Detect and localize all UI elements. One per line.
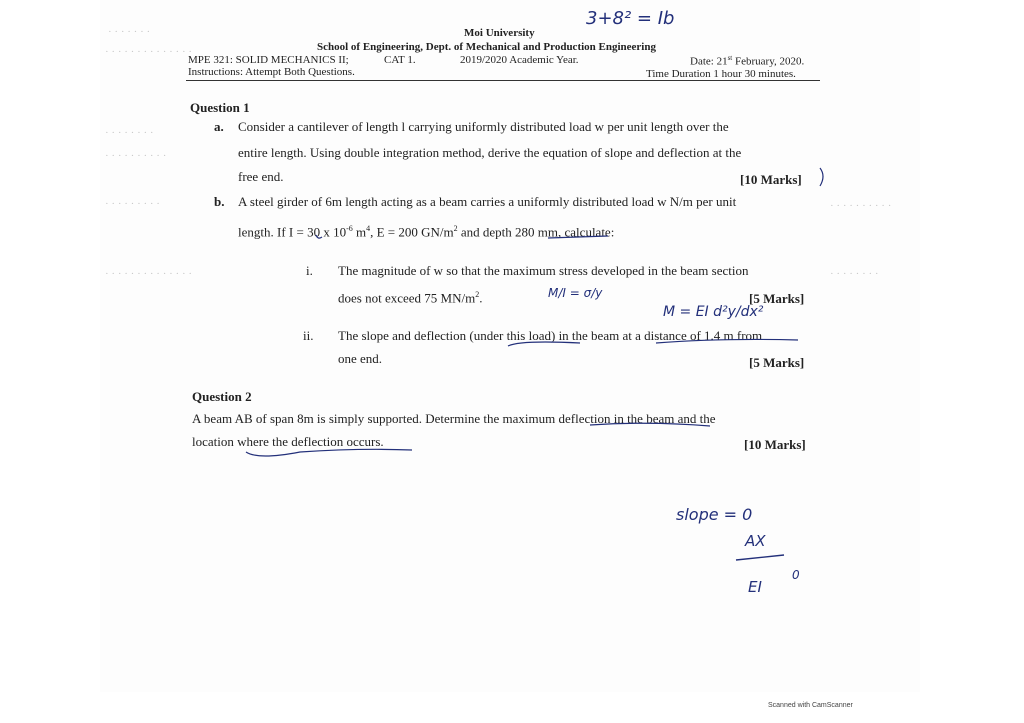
handwritten-top-note: 3+8² = Ib (586, 8, 675, 29)
handwritten-denominator: EI (748, 578, 762, 596)
handwritten-slope: slope = 0 (676, 505, 753, 524)
q1b-ii-line-1: The slope and deflection (under this load) in the beam at a distance of 1.4 m from (338, 328, 763, 343)
q1b-line-2: length. If I = 30 x $10^{-6}$ $m^4$, E = 200 $GN/m^2$ and depth 280 mm, calculate: (238, 224, 615, 240)
q1a-line-3: free end. (238, 169, 284, 184)
exam-date: Date: 21st February, 2020. (690, 54, 805, 68)
q1b-label: b. (214, 194, 225, 209)
handwritten-moment-eq: M = EI d²y/dx² (663, 304, 764, 320)
q1b-ii-marks: [5 Marks] (749, 355, 805, 370)
q1b-i-line-2: does not exceed 75 $MN/m^2$. (338, 290, 483, 306)
q1b-i-label: i. (306, 263, 313, 278)
question-2-title: Question 2 (192, 389, 252, 404)
question-1-title: Question 1 (190, 100, 250, 115)
instructions: Instructions: Attempt Both Questions. (188, 66, 355, 78)
q1b-i-marks: [5 Marks] (749, 291, 805, 306)
q1a-marks: [10 Marks] (740, 172, 802, 187)
q1b-line-1: A steel girder of 6m length acting as a beam carries a uniformly distributed load w N/m per unit (238, 194, 737, 209)
university-name: Moi University (464, 27, 535, 39)
q2-line-1: A beam AB of span 8m is simply supported. Determine the maximum deflection in the beam and the (192, 411, 716, 426)
q2-marks: [10 Marks] (744, 437, 806, 452)
q1b-ii-line-2: one end. (338, 351, 383, 366)
q1b-ii-label: ii. (303, 328, 314, 343)
q1a-line-1: Consider a cantilever of length l carrying uniformly distributed load w per unit length over the (238, 119, 729, 134)
course-code: MPE 321: SOLID MECHANICS II; (188, 54, 349, 66)
q2-line-2: location where the deflection occurs. (192, 434, 384, 449)
q1a-line-2: entire length. Using double integration method, derive the equation of slope and deflection at the (238, 145, 742, 160)
q1b-i-line-1: The magnitude of w so that the maximum stress developed in the beam section (338, 263, 749, 278)
academic-year: 2019/2020 Academic Year. (460, 54, 579, 66)
handwritten-zero: 0 (792, 568, 800, 582)
handwritten-numerator: AX (745, 532, 766, 550)
q1a-label: a. (214, 119, 224, 134)
scanner-watermark: Scanned with CamScanner (768, 702, 853, 709)
time-duration: Time Duration 1 hour 30 minutes. (646, 68, 796, 80)
test-name: CAT 1. (384, 54, 416, 66)
handwritten-bending-ratio: M/I = σ/y (548, 286, 603, 300)
school-department: School of Engineering, Dept. of Mechanical and Production Engineering (317, 41, 656, 53)
